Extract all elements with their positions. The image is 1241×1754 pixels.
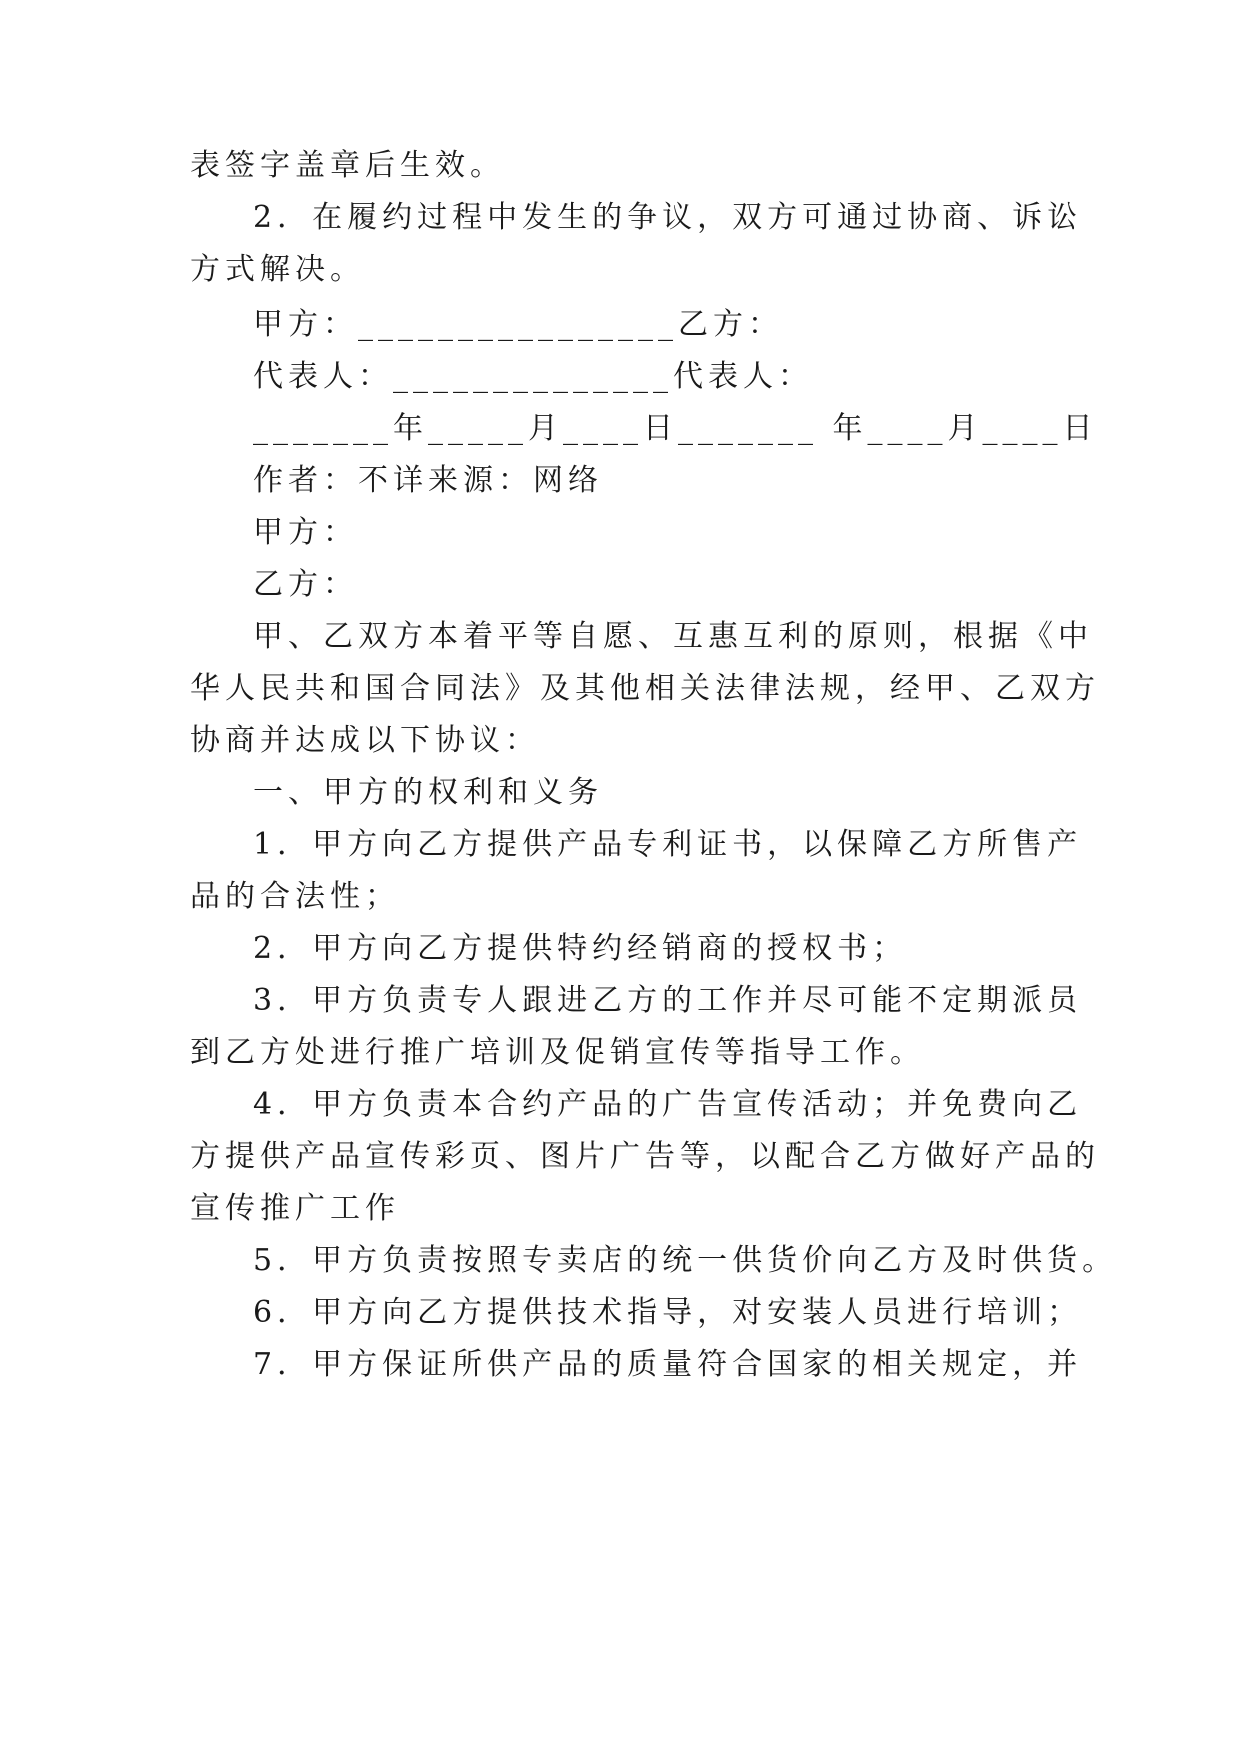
text-line: 方提供产品宣传彩页、图片广告等，以配合乙方做好产品的 — [190, 1139, 1100, 1174]
text-line: 6．甲方向乙方提供技术指导，对安装人员进行培训； — [253, 1295, 1083, 1330]
text-line: 7．甲方保证所供产品的质量符合国家的相关规定，并 — [253, 1347, 1083, 1382]
text-line: 乙方： — [253, 567, 358, 602]
text-line: 4．甲方负责本合约产品的广告宣传活动；并免费向乙 — [253, 1087, 1083, 1122]
text-line: 3．甲方负责专人跟进乙方的工作并尽可能不定期派员 — [253, 983, 1083, 1018]
text-line: 协商并达成以下协议： — [190, 723, 540, 758]
text-line: 品的合法性； — [190, 879, 400, 914]
text-line: 到乙方处进行推广培训及促销宣传等指导工作。 — [190, 1035, 925, 1070]
text-line: 2．在履约过程中发生的争议，双方可通过协商、诉讼 — [253, 200, 1083, 235]
text-line: 宣传推广工作 — [190, 1191, 400, 1226]
text-line: 1．甲方向乙方提供产品专利证书，以保障乙方所售产 — [253, 827, 1083, 862]
text-line: 华人民共和国合同法》及其他相关法律法规，经甲、乙双方 — [190, 671, 1100, 706]
signature-party-line: 甲方：________________乙方： — [253, 307, 783, 342]
text-line: 方式解决。 — [190, 252, 365, 287]
text-line: 作者：不详来源：网络 — [253, 463, 603, 498]
signature-representative-line: 代表人：______________代表人： — [253, 359, 813, 394]
text-line: 2．甲方向乙方提供特约经销商的授权书； — [253, 931, 908, 966]
section-heading: 一、甲方的权利和义务 — [253, 775, 603, 810]
text-line: 甲方： — [253, 515, 358, 550]
text-line: 甲、乙双方本着平等自愿、互惠互利的原则，根据《中 — [253, 619, 1093, 654]
text-line: 5．甲方负责按照专卖店的统一供货价向乙方及时供货。 — [253, 1243, 1118, 1278]
text-line: 表签字盖章后生效。 — [190, 148, 505, 183]
signature-date-line: _______年_____月____日_______ 年____月____日 — [253, 411, 1098, 446]
